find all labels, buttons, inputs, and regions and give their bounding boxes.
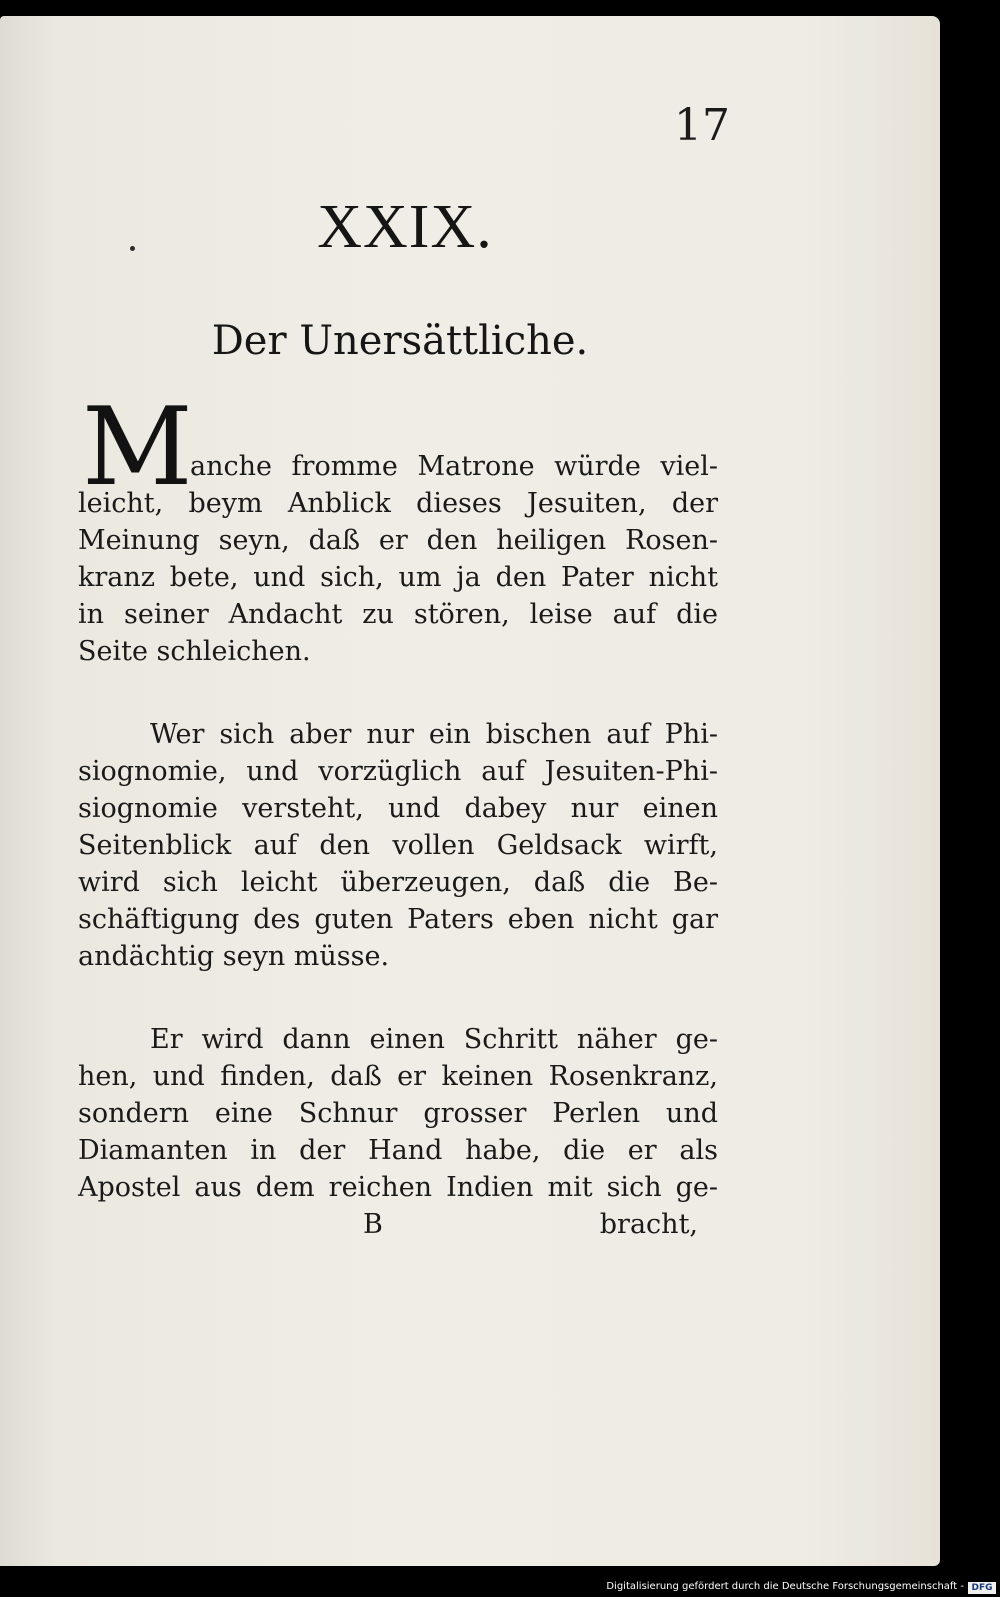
text-line: in seiner Andacht zu stören, leise auf die [78,599,718,630]
chapter-title: Der Unersättliche. [211,318,589,364]
text-line: siognomie, und vorzüglich auf Jesuiten-Phi- [78,756,718,787]
text-line: sondern eine Schnur grosser Perlen und [78,1098,718,1129]
page-number: 17 [674,100,730,151]
paragraph-1 [78,448,718,670]
digitization-credit: Digitalisierung gefördert durch die Deutsche Forschungsgemeinschaft - [606,1581,964,1592]
text-line: wird sich leicht überzeugen, daß die Be- [78,867,718,898]
ink-speck [130,246,135,251]
paragraph-3 [78,1021,718,1206]
text-line: Meinung seyn, daß er den heiligen Rosen- [78,525,718,556]
text-line: Er wird dann einen Schritt näher ge- [150,1024,718,1055]
chapter-numeral: XXIX. [317,193,493,261]
signature-mark: B [363,1209,383,1240]
text-line: kranz bete, und sich, um ja den Pater nicht [78,562,718,593]
text-line: hen, und finden, daß er keinen Rosenkranz, [78,1061,718,1092]
catchword: bracht, [599,1209,698,1240]
drop-cap-initial: M [82,385,193,510]
dfg-logo: DFG [968,1582,996,1594]
text-line: andächtig seyn müsse. [78,941,390,972]
text-line: Seite schleichen. [78,636,311,667]
text-line: leicht, beym Anblick dieses Jesuiten, der [78,488,718,519]
text-line: schäftigung des guten Paters eben nicht gar [78,904,718,935]
text-line: Apostel aus dem reichen Indien mit sich ge- [78,1172,718,1203]
text-line: Seitenblick auf den vollen Geldsack wirft, [78,830,718,861]
text-line: anche fromme Matrone würde viel- [190,451,718,482]
paragraph-2 [78,716,718,975]
catch-line [78,1206,718,1243]
text-line: Diamanten in der Hand habe, die er als [78,1135,718,1166]
text-line: siognomie versteht, und dabey nur einen [78,793,718,824]
text-line: Wer sich aber nur ein bischen auf Phi- [150,719,718,750]
